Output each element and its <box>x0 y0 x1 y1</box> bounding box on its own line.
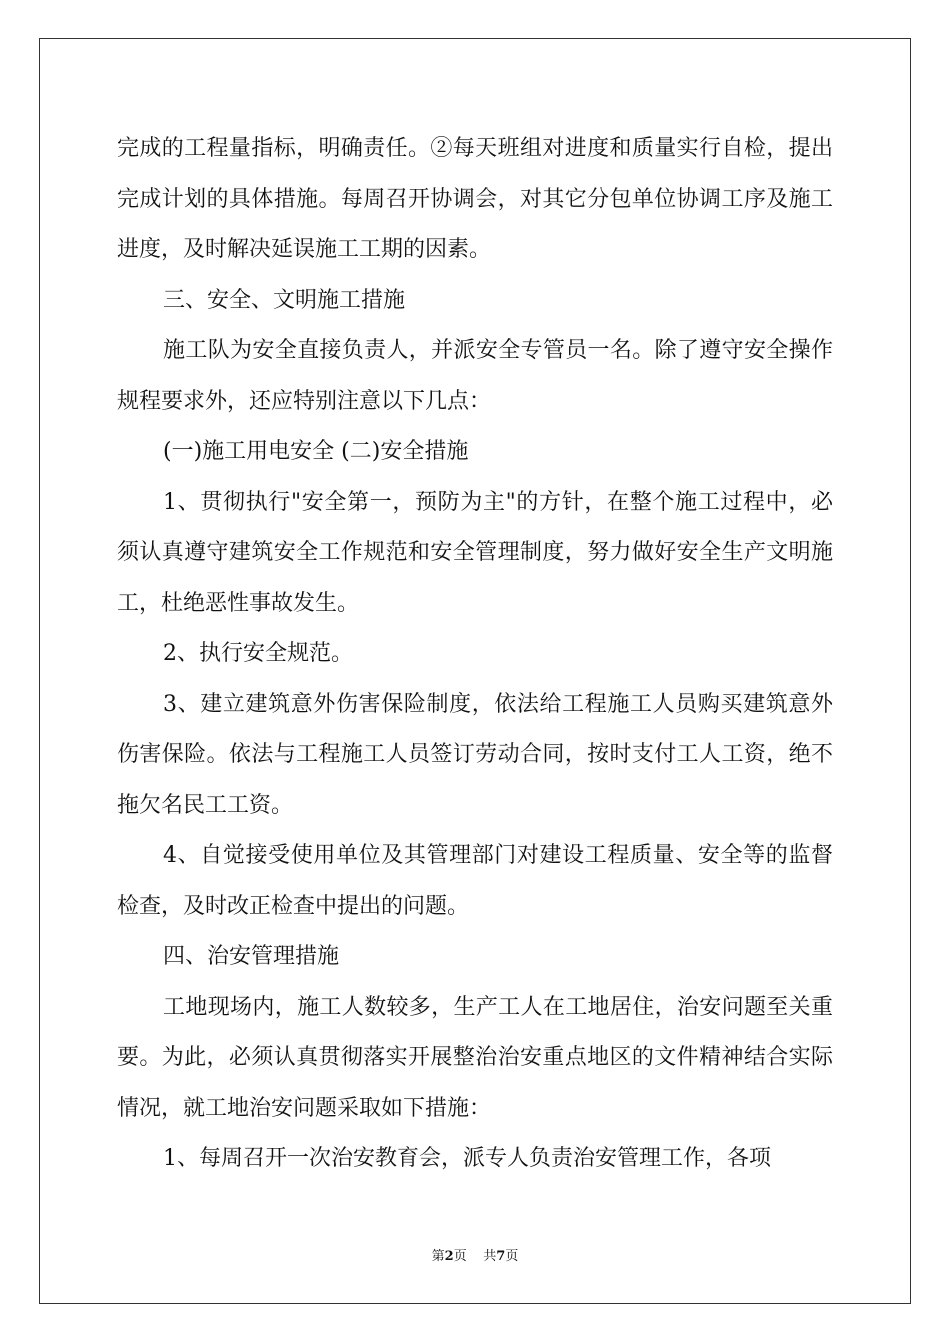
paragraph-5: 1、贯彻执行"安全第一，预防为主"的方针，在整个施工过程中，必须认真遵守建筑安全工作规范和安全管理制度，努力做好安全生产文明施工，杜绝恶性事故发生。 <box>117 489 833 616</box>
paragraph-8: 4、自觉接受使用单位及其管理部门对建设工程质量、安全等的监督检查，及时改正检查中提出的问题。 <box>117 843 833 919</box>
page-number: 2 <box>444 1249 454 1264</box>
paragraph-11: 1、每周召开一次治安教育会，派专人负责治安管理工作，各项 <box>163 1146 771 1171</box>
subheading-items: (一)施工用电安全 (二)安全措施 <box>163 439 469 464</box>
section-heading-security: 四、治安管理措施 <box>163 944 340 969</box>
total-suffix: 页 <box>505 1249 519 1264</box>
section-heading-safety: 三、安全、文明施工措施 <box>163 287 406 313</box>
page-footer <box>0 1245 950 1264</box>
paragraph-7: 3、建立建筑意外伤害保险制度，依法给工程施工人员购买建筑意外伤害保险。依法与工程施工人员签订劳动合同，按时支付工人工资，绝不拖欠名民工工资。 <box>117 691 833 818</box>
page-suffix: 页 <box>453 1249 467 1264</box>
document-body <box>117 124 833 1185</box>
paragraph-6: 2、执行安全规范。 <box>163 641 353 666</box>
total-prefix: 共 <box>483 1249 497 1264</box>
total-pages: 7 <box>496 1249 506 1264</box>
paragraph-1: 完成的工程量指标，明确责任。②每天班组对进度和质量实行自检，提出完成计划的具体措施。每周召开协调会，对其它分包单位协调工序及施工进度，及时解决延误施工工期的因素。 <box>117 136 833 262</box>
paragraph-3: 施工队为安全直接负责人，并派安全专管员一名。除了遵守安全操作规程要求外，还应特别注意以下几点： <box>117 338 833 414</box>
page-prefix: 第 <box>431 1249 445 1264</box>
paragraph-10: 工地现场内，施工人数较多，生产工人在工地居住，治安问题至关重要。为此，必须认真贯彻落实开展整治治安重点地区的文件精神结合实际情况，就工地治安问题采取如下措施： <box>117 994 833 1121</box>
